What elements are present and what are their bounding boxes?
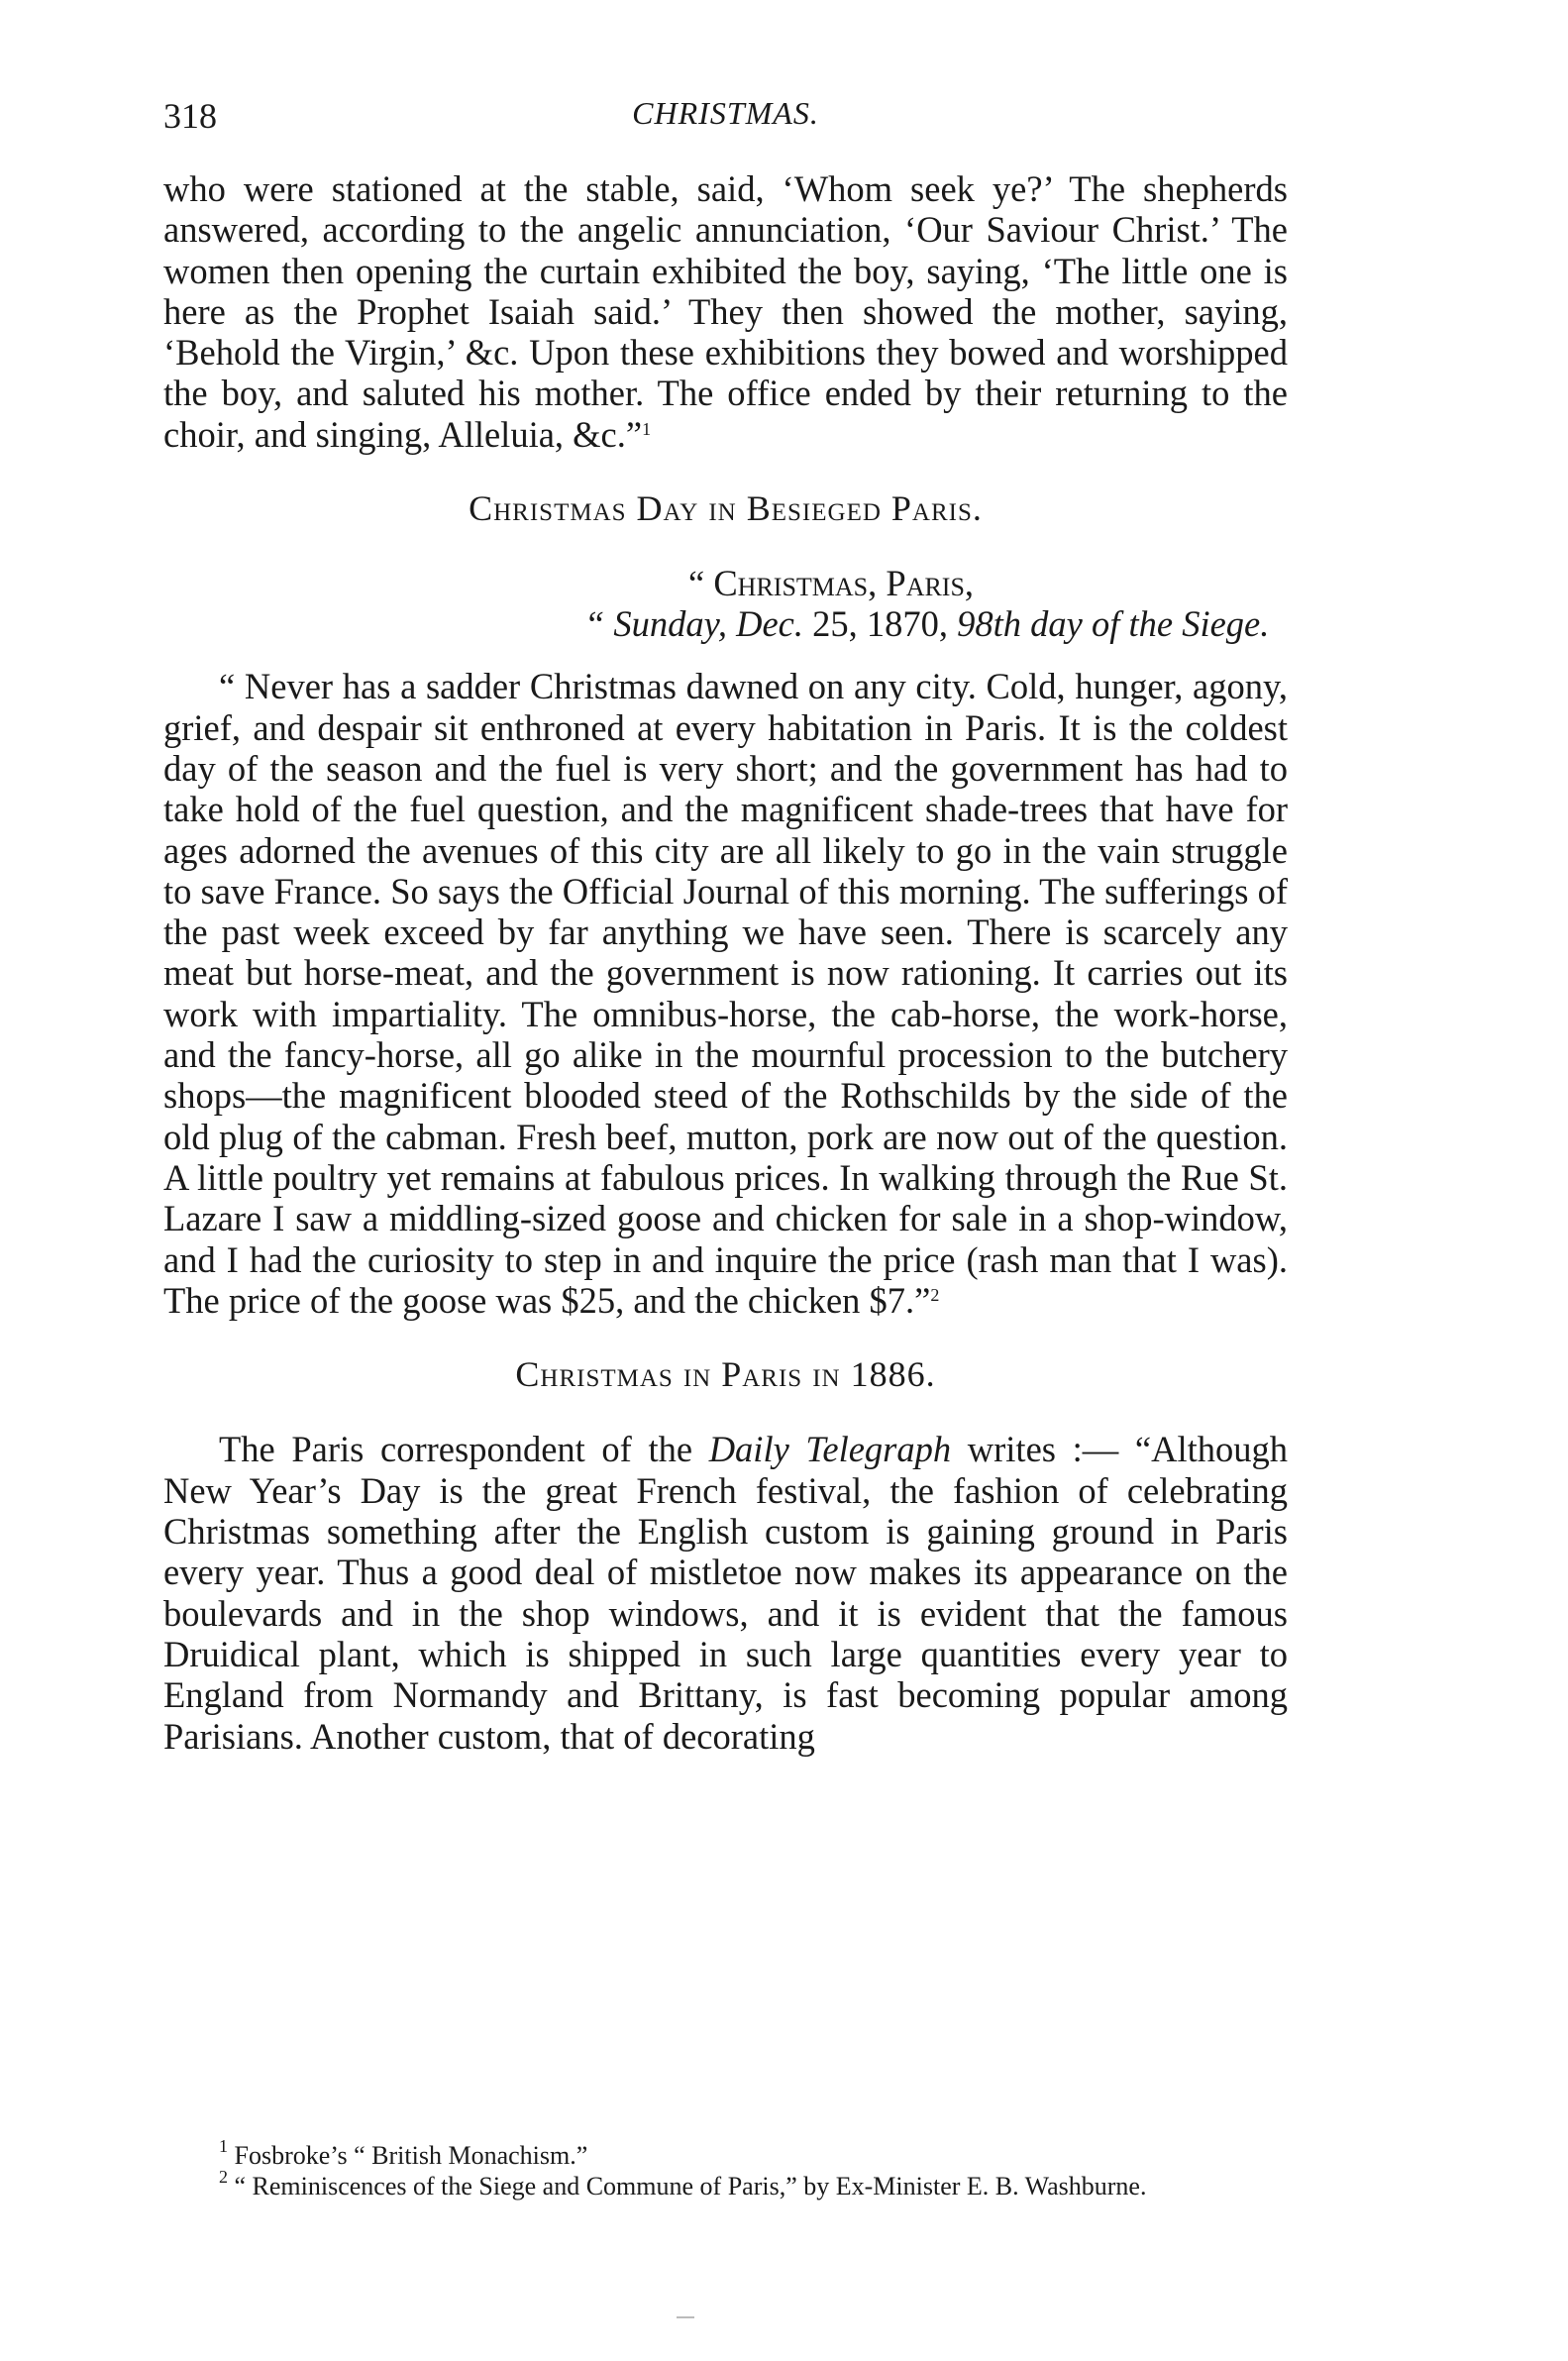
running-title: CHRISTMAS.	[632, 95, 819, 131]
footnote-2	[163, 2167, 1288, 2201]
dateline-day: “ Sunday, Dec.	[584, 603, 813, 645]
dateline	[163, 563, 1288, 644]
paragraph-text: “ Never has a sadder Christmas dawned on any city. Cold, hunger, agony, grief, and despair sit enthroned at every habitation in Paris. It is the coldest day of the season and the fuel is very short; and the government has had to take hold of the fuel question, and the magnificent shade-trees that have for ages adorned the avenues of this city are all likely to go in the vain struggle to save France. So says the Official Journal of this morning. The sufferings of the past week exceed by far anything we have seen. There is scarcely any meat but horse-meat, and the government is now rationing. It carries out its work with impartiality. The omnibus-horse, the cab-horse, the work-horse, and the fancy-horse, all go alike in the mournful procession to the butchery shops—the magnificent blooded steed of the Rothschilds by the side of the old plug of the cabman. Fresh beef, mutton, pork are now out of the question. A little poultry yet remains at fabulous prices. In walking through the Rue St. Lazare I saw a middling-sized goose and chicken for sale in a shop-window, and I had the curiosity to step in and inquire the price (rash man that I was). The price of the goose was $25, and the chicken $7.”	[163, 666, 1288, 1321]
dateline-year: 25, 1870,	[812, 603, 958, 645]
footnote-marker-2: 2	[219, 2167, 228, 2187]
dateline-place: “ Christmas, Paris,	[688, 563, 975, 604]
dateline-siege: 98th day of the Siege.	[957, 603, 1270, 645]
telegraph-paragraph	[163, 1429, 1288, 1756]
footnotes	[163, 2136, 1288, 2201]
footnote-text-2: “ Reminiscences of the Siege and Commune of Paris,” by Ex-Minister E. B. Washburne.	[228, 2172, 1147, 2200]
footnote-ref-2: 2	[930, 1284, 940, 1305]
siege-paragraph	[163, 666, 1288, 1321]
footnote-marker-1: 1	[219, 2136, 228, 2156]
continued-paragraph	[163, 168, 1288, 455]
paragraph-text-start: The Paris correspondent of the	[219, 1429, 709, 1470]
footnote-1	[163, 2136, 1288, 2171]
dateline-date	[163, 603, 1288, 644]
newspaper-title: Daily Telegraph	[708, 1429, 952, 1470]
paragraph-text-rest: writes :— “Although New Year’s Day is the great French festival, the fashion of celebrating Christmas something after the English custom is gaining ground in Paris every year. Thus a good deal of mistletoe now makes its appearance on the boulevards and in the shop windows, and it is evident that the famous Druidical plant, which is shipped in such large quantities every year to England from Normandy and Brittany, is fast becoming popular among Parisians. Another custom, that of decorating	[163, 1429, 1288, 1757]
section-heading-paris-1886: Christmas in Paris in 1886.	[515, 1354, 936, 1395]
page-body	[163, 168, 1288, 1757]
footnote-text-1: Fosbroke’s “ British Monachism.”	[228, 2141, 588, 2170]
section-heading-besieged-paris: Christmas Day in Besieged Paris.	[469, 488, 983, 529]
paragraph-text: who were stationed at the stable, said, ‘Whom seek ye?’ The shepherds answered, according to the angelic annunciation, ‘Our Saviour Christ.’ The women then opening the curtain exhibited the boy, saying, ‘The little one is here as the Prophet Isaiah said.’ They then showed the mother, saying, ‘Behold the Virgin,’ &c. Upon these exhibitions they bowed and worshipped the boy, and saluted his mother. The office ended by their returning to the choir, and singing, Alleluia, &c.”	[163, 168, 1288, 455]
page-number: 318	[163, 96, 217, 136]
bottom-mark	[677, 2316, 694, 2318]
footnote-ref-1: 1	[642, 418, 652, 439]
running-head	[163, 95, 1288, 145]
